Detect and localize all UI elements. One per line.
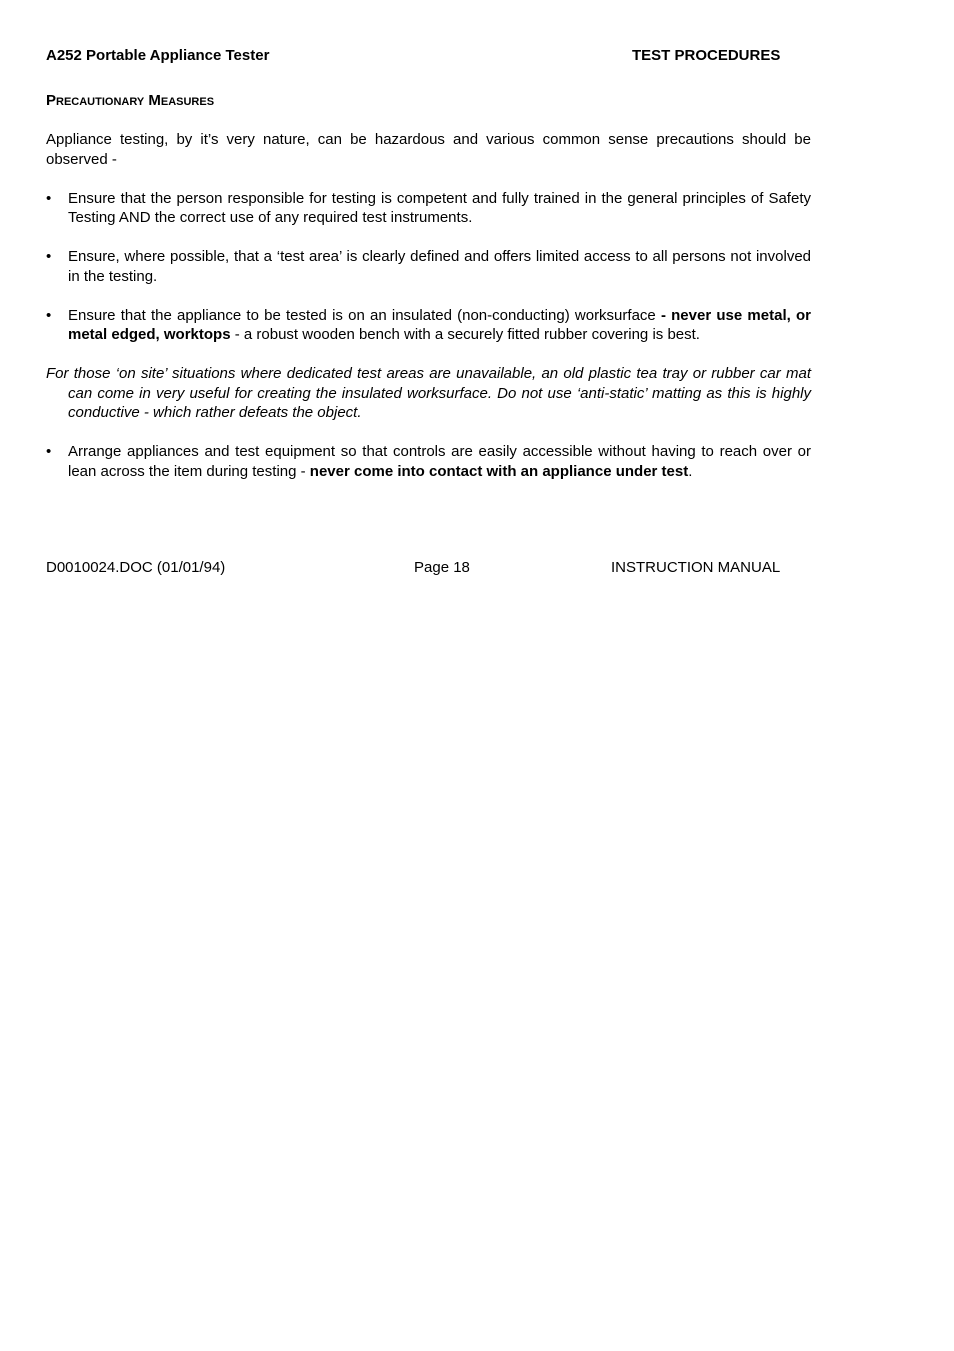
- header-section-name: TEST PROCEDURES: [632, 47, 781, 64]
- footer-doc-id: D0010024.DOC (01/01/94): [46, 559, 226, 576]
- bullet-item: [46, 442, 811, 481]
- bullet-text: Ensure that the person responsible for testing is competent and fully trained in the general principles of Safety Testing AND the correct use of any required test instruments.: [68, 189, 811, 226]
- header-product-title: A252 Portable Appliance Tester: [46, 47, 270, 64]
- bullet-icon: •: [46, 189, 52, 207]
- bullet-text-part: Arrange appliances and test equipment so that controls are easily accessible without having to reach over or lean across the item during testing -: [68, 443, 811, 480]
- bullet-text: Ensure, where possible, that a ‘test area’ is clearly defined and offers limited access to all persons not involved in the testing.: [68, 248, 811, 285]
- bullet-icon: •: [46, 248, 52, 265]
- italic-note: For those ‘on site’ situations where dedicated test areas are unavailable, an old plastic tea tray or rubber car mat can come in very useful for creating the insulated worksurface. Do not use ‘anti-static’ matting as this is highly conductive - which rather defeats the object.: [46, 365, 811, 421]
- bullet-icon: •: [46, 443, 52, 460]
- intro-paragraph: Appliance testing, by it’s very nature, can be hazardous and various common sense precautions should be observed -: [46, 131, 811, 168]
- bullet-item: [46, 247, 811, 286]
- bullet-text: [68, 307, 811, 344]
- bullet-text: [68, 443, 811, 480]
- footer-manual-name: INSTRUCTION MANUAL: [611, 559, 781, 576]
- bullet-item: [46, 306, 811, 345]
- bullet-icon: •: [46, 306, 52, 324]
- bullet-text-part: Ensure that the appliance to be tested is on an insulated (non-conducting) worksurface: [68, 306, 661, 324]
- bullet-item: [46, 189, 811, 228]
- section-title: Precautionary Measures: [46, 92, 215, 109]
- bullet-warning-text: never come into contact with an appliance under test: [309, 462, 689, 480]
- footer-page-number: Page 18: [414, 559, 470, 576]
- bullet-text-part: .: [688, 462, 693, 480]
- bullet-warning-text: - never use metal, or metal edged, worktops: [68, 306, 811, 343]
- document-body: [46, 130, 811, 501]
- bullet-text-part: - a robust wooden bench with a securely fitted rubber covering is best.: [230, 326, 700, 343]
